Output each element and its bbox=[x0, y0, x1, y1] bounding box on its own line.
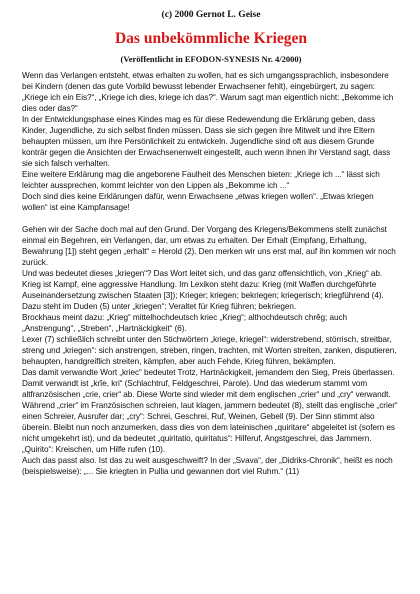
paragraph: Lexer (7) schließlich schreibt unter den Stichwörtern „kriege, kriegel“: widerstrebend, störrisch, streitbar, streng und „kriegen“: sich anstrengen, streben, ringen, trachten, mit Worten streiten, zanken, disputieren, behaupten, handgreiflich streiten, kämpfen, aber auch Fehde, Krieg führen, bekämpfen. bbox=[22, 335, 397, 366]
paragraph: In der Entwicklungsphase eines Kindes mag es für diese Redewendung die Erklärung geben, dass Kinder, Jugendliche, zu sich selbst finden müssen. Dass sie sich gegen ihre Mitwelt und ihre Eltern behaupten müssen, um ihre Persönlichkeit zu entwickeln. Jugendliche sind oft aus diesem Grunde konträr gegen die Ansichten der Erwachsenenwelt eingestellt, auch wenn ihnen ihr Verstand sagt, dass sie sich falsch verhalten. bbox=[22, 115, 391, 168]
paragraph: Und was bedeutet dieses „kriegen“? Das Wort leitet sich, und das ganz offensichtlich, von „Krieg“ ab. Krieg ist Kampf, eine aggressive Handlung. Im Lexikon steht dazu: Krieg (mit Waffen durchgeführte Auseinandersetzung zwischen Staaten [3]); Krieger; kriegen; bekriegen; kriegerisch; kriegführend (4). bbox=[22, 269, 384, 300]
article-body bbox=[22, 70, 400, 477]
paragraph: Gehen wir der Sache doch mal auf den Grund. Der Vorgang des Kriegens/Bekommens stellt zunächst einmal ein Begehren, ein Verlangen, dar, um etwas zu erhalten. Der Erhalt (Empfang, Erhaltung, Bewahrung [1]) steht gegen „erhalt“ = Herold (2). Den merken wir uns erst mal, auf ihn kommen wir noch zurück. bbox=[22, 225, 396, 267]
paragraph: Doch sind dies keine Erklärungen dafür, wenn Erwachsene „etwas kriegen wollen“. „Etwas kriegen wollen“ ist eine Kampfansage! bbox=[22, 192, 374, 212]
article-title: Das unbekömmliche Kriegen bbox=[114, 30, 308, 47]
publication-note: (Veröffentlicht in EFODON-SYNESIS Nr. 4/2000) bbox=[120, 54, 302, 64]
document-page bbox=[22, 10, 400, 477]
paragraph: Brockhaus meint dazu: „Krieg“ mittelhochdeutsch kriec „Krieg“; althochdeutsch chrêg; auch „Anstrengung“, „Streben“, „Hartnäckigkeit“ (6). bbox=[22, 313, 348, 333]
paragraph: Wenn das Verlangen entsteht, etwas erhalten zu wollen, hat es sich umgangssprachlich, insbesondere bei Kindern (denen das gute Vorbild bewusst lebender Erwachsener fehlt), eingebürgert, zu sagen: „Kriege ich ein Eis?“, „Kriege ich dies, kriege ich das?“. Warum sagt man eigentlich nicht: „Bekomme ich dies oder das?“ bbox=[22, 71, 394, 113]
paragraph: Das damit verwandte Wort „kriec“ bedeutet Trotz, Hartnäckigkeit, jemandem den Sieg, Preis überlassen. Damit verwandt ist „krîe, kri“ (Schlachtruf, Feldgeschrei, Parole). Und das wiederum stammt vom altfranzösischen „crie, crier“ ab. Diese Worte sind wieder mit dem englischen „crier“ und „cry“ verwandt. Während „crier“ im Französischen schreien, laut klagen, jammern bedeutet (8), stellt das englische „crier“ einen Schreier, Ausrufer dar; „cry“: Schrei, Geschrei, Ruf, Weinen, Gebell (9). Der Sinn stimmt also überein. Bleibt nun noch anzumerken, dass dies von dem lateinischen „quiritare“ abgeleitet ist (sofern es nicht umgekehrt ist), und da bedeutet „quiritatio, quiritatus“: Hilferuf, Angstgeschrei, das Jammern. „Quirito“: Kreischen, um Hilfe rufen (10). bbox=[22, 368, 398, 454]
paragraph: Eine weitere Erklärung mag die angeborene Faulheit des Menschen bieten: „Kriege ich ...“ lässt sich leichter aussprechen, kommt leichter von den Lippen als „Bekomme ich ...“ bbox=[22, 170, 380, 190]
copyright-line: (c) 2000 Gernot L. Geise bbox=[161, 10, 261, 20]
paragraph: Dazu steht im Duden (5) unter „kriegen“: Veraltet für Krieg führen; bekriegen. bbox=[22, 302, 297, 311]
paragraph: Auch das passt also. Ist das zu weit ausgeschweift? In der „Svava“, der „Didriks-Chronik“, heißt es noch (beispielsweise): „... Sie kriegten in Pullia und gewannen dort viel Ruhm.“ (11) bbox=[22, 456, 393, 476]
